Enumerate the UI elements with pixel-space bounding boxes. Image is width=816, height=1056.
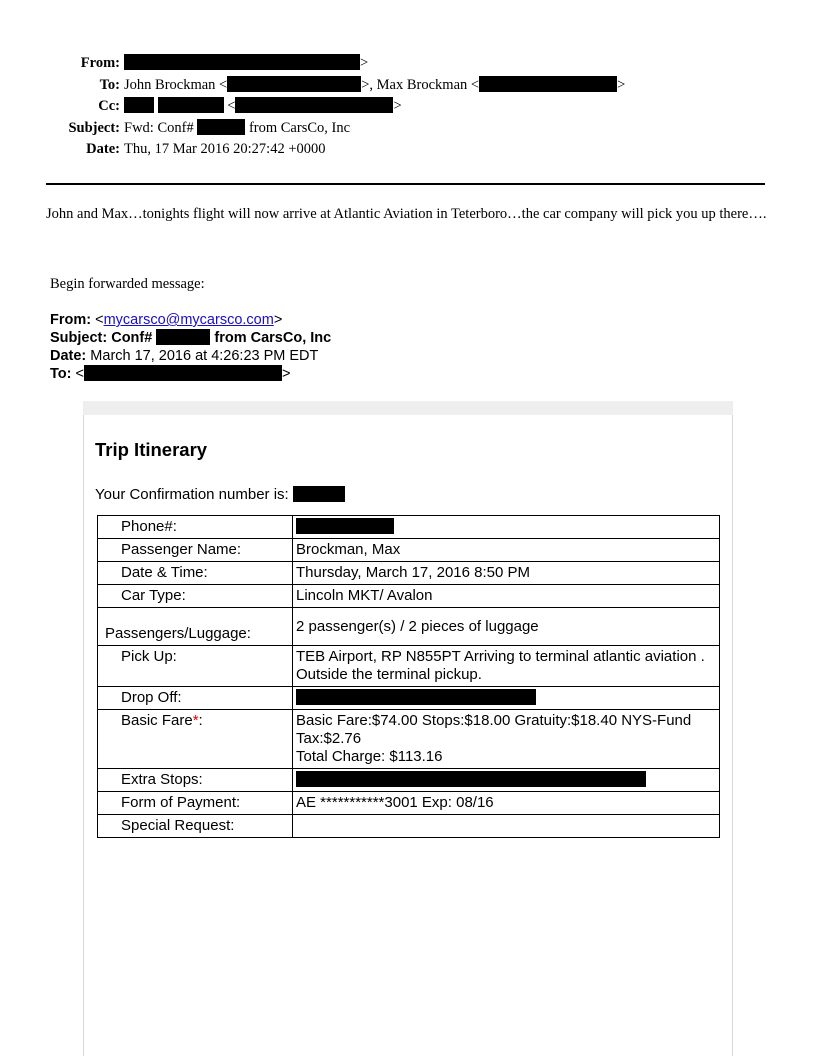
- fwd-from-label: From:: [50, 312, 92, 328]
- payment-label: Form of Payment:: [98, 792, 293, 815]
- fwd-subject-label: Subject: Conf#: [50, 330, 153, 346]
- email-header: [46, 53, 746, 161]
- datetime-value: Thursday, March 17, 2016 8:50 PM: [293, 562, 720, 585]
- fwd-subject-post: from CarsCo, Inc: [214, 330, 332, 346]
- redacted-fwd-conf: [156, 329, 210, 345]
- pickup-label: Pick Up:: [98, 646, 293, 687]
- table-row: [98, 562, 720, 585]
- subject-pre: Fwd: Conf#: [124, 119, 194, 136]
- redacted-from: [124, 54, 360, 70]
- extra-stops-label: Extra Stops:: [98, 769, 293, 792]
- dropoff-value: [293, 687, 720, 710]
- confirmation-label: Your Confirmation number is:: [95, 486, 289, 503]
- fwd-from-email-link[interactable]: mycarsco@mycarsco.com: [103, 312, 274, 328]
- to-row: To: John Brockman < >, Max Brockman < >: [46, 75, 746, 97]
- date-row: [46, 139, 746, 161]
- trip-itinerary-title: Trip Itinerary: [95, 439, 208, 460]
- forwarded-header: [50, 311, 750, 383]
- confirmation-line: [95, 486, 345, 503]
- car-type-value: Lincoln MKT/ Avalon: [293, 585, 720, 608]
- redacted-dropoff: [296, 689, 536, 705]
- table-row: [98, 646, 720, 687]
- table-row: [98, 710, 720, 769]
- table-row: [98, 516, 720, 539]
- table-row: [98, 585, 720, 608]
- datetime-label: Date & Time:: [98, 562, 293, 585]
- dropoff-label: Drop Off:: [98, 687, 293, 710]
- table-row: [98, 608, 720, 646]
- fwd-to-row: To: < >: [50, 366, 291, 382]
- header-divider: [46, 183, 765, 185]
- total-charge: Total Charge: $113.16: [296, 748, 443, 765]
- subject-label: Subject:: [68, 119, 120, 136]
- car-type-label: Car Type:: [98, 585, 293, 608]
- redacted-confirmation-number: [293, 486, 345, 502]
- pax-luggage-value: 2 passenger(s) / 2 pieces of luggage: [293, 608, 720, 646]
- required-asterisk: *: [192, 712, 199, 729]
- fare-breakdown: Basic Fare:$74.00 Stops:$18.00 Gratuity:$18.40 NYS-Fund Tax:$2.76: [296, 712, 692, 747]
- payment-value: AE ***********3001 Exp: 08/16: [293, 792, 720, 815]
- redacted-cc-3: [235, 97, 393, 113]
- redacted-conf: [197, 119, 245, 135]
- date-label: Date:: [86, 141, 120, 157]
- pickup-value: TEB Airport, RP N855PT Arriving to terminal atlantic aviation . Outside the terminal pickup.: [293, 646, 720, 687]
- from-label: From:: [80, 55, 120, 71]
- to-name-john: John Brockman <: [124, 76, 228, 93]
- cc-row: Cc: < >: [46, 96, 746, 118]
- fwd-date-value: March 17, 2016 at 4:26:23 PM EDT: [90, 348, 319, 364]
- table-row: [98, 687, 720, 710]
- phone-value: [293, 516, 720, 539]
- itinerary-panel: [83, 415, 733, 1056]
- table-row: [98, 769, 720, 792]
- redacted-to-1: [227, 76, 361, 92]
- date-value: Thu, 17 Mar 2016 20:27:42 +0000: [124, 141, 326, 157]
- redacted-cc-1: [124, 97, 154, 113]
- pax-luggage-label: Passengers/Luggage:: [98, 608, 293, 646]
- phone-label: Phone#:: [98, 516, 293, 539]
- passenger-name-label: Passenger Name:: [98, 539, 293, 562]
- special-request-value: [293, 815, 720, 838]
- subject-row: [46, 118, 746, 140]
- email-body: John and Max…tonights flight will now arrive at Atlantic Aviation in Teterboro…the car company will pick you up there….: [46, 206, 767, 222]
- basic-fare-label-text: Basic Fare: [121, 712, 193, 729]
- fwd-from-row: From: <mycarsco@mycarsco.com>: [50, 312, 283, 328]
- basic-fare-value: [293, 710, 720, 769]
- redacted-phone: [296, 518, 394, 534]
- table-row: [98, 792, 720, 815]
- subject-post: from CarsCo, Inc: [248, 119, 351, 136]
- panel-top-bar: [83, 401, 733, 415]
- table-row: [98, 815, 720, 838]
- extra-stops-value: [293, 769, 720, 792]
- to-name-max: >, Max Brockman <: [361, 76, 480, 93]
- fwd-date-row: [50, 347, 750, 365]
- from-row: From: >: [46, 53, 746, 75]
- fwd-subject-row: [50, 329, 750, 347]
- cc-label: Cc:: [98, 98, 120, 114]
- begin-forwarded: Begin forwarded message:: [50, 276, 205, 292]
- redacted-to-2: [479, 76, 617, 92]
- basic-fare-colon: :: [198, 712, 203, 729]
- passenger-name-value: Brockman, Max: [293, 539, 720, 562]
- special-request-label: Special Request:: [98, 815, 293, 838]
- redacted-extra-stops: [296, 771, 646, 787]
- fwd-date-label: Date:: [50, 348, 87, 364]
- redacted-cc-2: [158, 97, 224, 113]
- table-row: [98, 539, 720, 562]
- basic-fare-label: [98, 710, 293, 769]
- redacted-fwd-to: [84, 365, 282, 381]
- itinerary-table: [97, 515, 720, 838]
- to-label: To:: [99, 76, 120, 93]
- fwd-to-label: To:: [50, 366, 72, 382]
